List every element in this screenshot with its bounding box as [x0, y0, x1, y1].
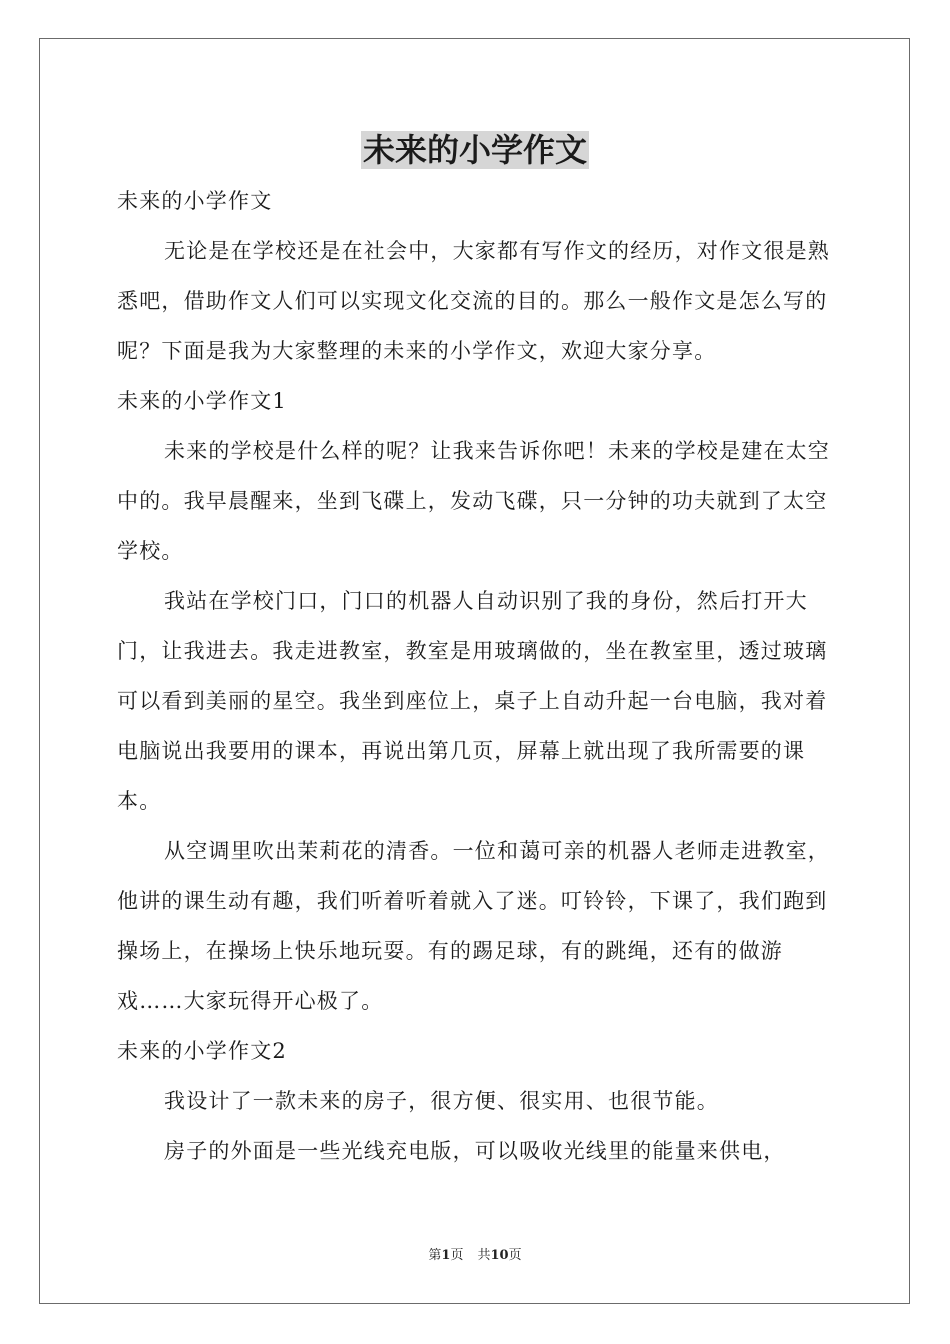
paragraph: 未来的学校是什么样的呢？让我来告诉你吧！未来的学校是建在太空中的。我早晨醒来，坐到飞碟上，发动飞碟，只一分钟的功夫就到了太空学校。 — [117, 439, 830, 563]
page-footer — [0, 1246, 950, 1266]
total-pages: 10 — [490, 1248, 509, 1263]
paragraph: 房子的外面是一些光线充电版，可以吸收光线里的能量来供电， — [164, 1139, 786, 1163]
document-title — [0, 128, 950, 172]
page-label-prefix: 第 — [428, 1248, 442, 1263]
document-title-text: 未来的小学作文 — [362, 131, 587, 169]
page-number: 1 — [441, 1248, 451, 1263]
paragraph: 未来的小学作文 — [117, 189, 273, 213]
total-label-suffix: 页 — [508, 1248, 522, 1263]
document-body — [117, 176, 837, 1176]
paragraph: 我设计了一款未来的房子，很方便、很实用、也很节能。 — [164, 1089, 719, 1113]
total-label-prefix: 共 — [477, 1248, 491, 1263]
section-heading: 未来的小学作文2 — [117, 1039, 287, 1063]
paragraph: 从空调里吹出茉莉花的清香。一位和蔼可亲的机器人老师走进教室，他讲的课生动有趣，我们听着听着就入了迷。叮铃铃，下课了，我们跑到操场上，在操场上快乐地玩耍。有的踢足球，有的跳绳，还有的做游戏……大家玩得开心极了。 — [117, 839, 830, 1013]
page-label-suffix: 页 — [450, 1248, 464, 1263]
paragraph: 无论是在学校还是在社会中，大家都有写作文的经历，对作文很是熟悉吧，借助作文人们可以实现文化交流的目的。那么一般作文是怎么写的呢？下面是我为大家整理的未来的小学作文，欢迎大家分享。 — [117, 239, 830, 363]
section-heading: 未来的小学作文1 — [117, 389, 287, 413]
paragraph: 我站在学校门口，门口的机器人自动识别了我的身份，然后打开大门，让我进去。我走进教室，教室是用玻璃做的，坐在教室里，透过玻璃可以看到美丽的星空。我坐到座位上，桌子上自动升起一台电脑，我对着电脑说出我要用的课本，再说出第几页，屏幕上就出现了我所需要的课本。 — [117, 589, 828, 813]
